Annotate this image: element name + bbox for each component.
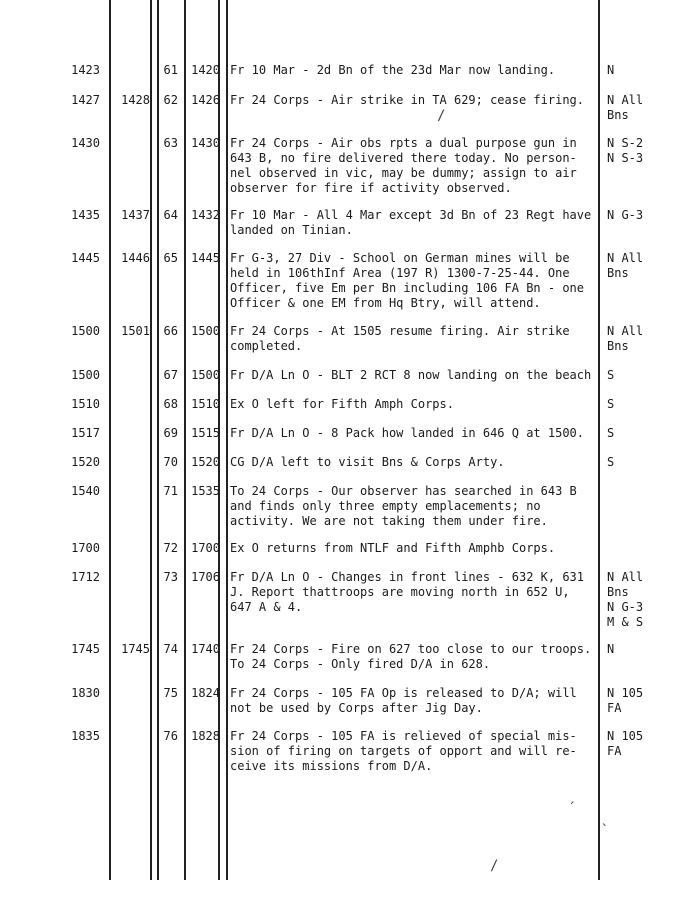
pencil-mark: / bbox=[437, 108, 446, 124]
entry-time-received: 1428 bbox=[121, 93, 150, 107]
entry-distribution: N All Bns bbox=[607, 251, 644, 280]
entry-distribution: S bbox=[607, 397, 615, 411]
entry-text: Fr 10 Mar - All 4 Mar except 3d Bn of 23 Regt have landed on Tinian. bbox=[230, 208, 592, 237]
entry-time: 1700 bbox=[71, 541, 100, 555]
entry-time-message: 1520 bbox=[191, 455, 220, 469]
entry-number: 68 bbox=[163, 397, 178, 411]
entry-text: Fr D/A Ln O - Changes in front lines - 632 K, 631 J. Report thattroops are moving north in 652 U, 647 A & 4. bbox=[230, 570, 585, 614]
entry-number: 71 bbox=[163, 484, 178, 498]
entry-number: 70 bbox=[163, 455, 178, 469]
entry-time-message: 1515 bbox=[191, 426, 220, 440]
entry-time: 1500 bbox=[71, 324, 100, 338]
column-rule bbox=[226, 0, 228, 880]
entry-time-message: 1426 bbox=[191, 93, 220, 107]
entry-distribution: S bbox=[607, 368, 615, 382]
entry-time-received: 1446 bbox=[121, 251, 150, 265]
entry-distribution: N bbox=[607, 63, 615, 77]
entry-time-message: 1445 bbox=[191, 251, 220, 265]
entry-text: Fr 24 Corps - Air obs rpts a dual purpose gun in 643 B, no fire delivered there today. No person- nel observed in vic, may be dummy; assign to air observer for fire if activity observed. bbox=[230, 136, 577, 195]
entry-time: 1445 bbox=[71, 251, 100, 265]
entry-distribution: N bbox=[607, 642, 615, 656]
entry-time-message: 1510 bbox=[191, 397, 220, 411]
entry-time-message: 1535 bbox=[191, 484, 220, 498]
entry-distribution: N 105 FA bbox=[607, 686, 644, 715]
entry-time-message: 1500 bbox=[191, 368, 220, 382]
entry-time-received: 1501 bbox=[121, 324, 150, 338]
entry-distribution: S bbox=[607, 426, 615, 440]
entry-number: 74 bbox=[163, 642, 178, 656]
entry-text: Fr 10 Mar - 2d Bn of the 23d Mar now landing. bbox=[230, 63, 556, 77]
entry-time: 1500 bbox=[71, 368, 100, 382]
entry-number: 67 bbox=[163, 368, 178, 382]
entry-time: 1540 bbox=[71, 484, 100, 498]
entry-distribution: N G-3 bbox=[607, 208, 644, 222]
entry-number: 69 bbox=[163, 426, 178, 440]
pencil-mark: ˎ bbox=[600, 810, 609, 826]
entry-text: Fr 24 Corps - Fire on 627 too close to our troops. To 24 Corps - Only fired D/A in 628. bbox=[230, 642, 592, 671]
entry-time: 1835 bbox=[71, 729, 100, 743]
entry-number: 66 bbox=[163, 324, 178, 338]
entry-time-received: 1745 bbox=[121, 642, 150, 656]
entry-time: 1517 bbox=[71, 426, 100, 440]
pencil-mark: ˏ bbox=[568, 788, 577, 804]
entry-number: 75 bbox=[163, 686, 178, 700]
entry-time: 1430 bbox=[71, 136, 100, 150]
entry-time-message: 1828 bbox=[191, 729, 220, 743]
column-rule bbox=[109, 0, 111, 880]
entry-time: 1423 bbox=[71, 63, 100, 77]
entry-time: 1520 bbox=[71, 455, 100, 469]
entry-number: 65 bbox=[163, 251, 178, 265]
entry-text: Ex O left for Fifth Amph Corps. bbox=[230, 397, 454, 411]
entry-time-message: 1432 bbox=[191, 208, 220, 222]
entry-text: Fr D/A Ln O - BLT 2 RCT 8 now landing on the beach bbox=[230, 368, 592, 382]
entry-text: Fr G-3, 27 Div - School on German mines will be held in 106thInf Area (197 R) 1300-7-25-44. One Officer, five Em per Bn including 106 FA Bn - one Officer & one EM from Hq Btry, will attend. bbox=[230, 251, 585, 310]
entry-distribution: N All Bns N G-3 M & S bbox=[607, 570, 644, 629]
entry-text: Fr 24 Corps - 105 FA Op is released to D/A; will not be used by Corps after Jig Day. bbox=[230, 686, 577, 715]
entry-number: 61 bbox=[163, 63, 178, 77]
entry-distribution: N 105 FA bbox=[607, 729, 644, 758]
entry-number: 62 bbox=[163, 93, 178, 107]
entry-time: 1427 bbox=[71, 93, 100, 107]
entry-distribution: N All Bns bbox=[607, 93, 644, 122]
entry-text: Ex O returns from NTLF and Fifth Amphb Corps. bbox=[230, 541, 556, 555]
entry-number: 63 bbox=[163, 136, 178, 150]
entry-text: CG D/A left to visit Bns & Corps Arty. bbox=[230, 455, 505, 469]
entry-number: 72 bbox=[163, 541, 178, 555]
entry-time: 1510 bbox=[71, 397, 100, 411]
entry-text: To 24 Corps - Our observer has searched in 643 B and finds only three empty emplacements; no activity. We are not taking them under fire. bbox=[230, 484, 577, 528]
entry-time: 1435 bbox=[71, 208, 100, 222]
entry-text: Fr D/A Ln O - 8 Pack how landed in 646 Q at 1500. bbox=[230, 426, 585, 440]
entry-time-message: 1824 bbox=[191, 686, 220, 700]
entry-time-message: 1740 bbox=[191, 642, 220, 656]
entry-time: 1712 bbox=[71, 570, 100, 584]
entry-number: 73 bbox=[163, 570, 178, 584]
pencil-mark: / bbox=[490, 858, 499, 874]
entry-time-message: 1430 bbox=[191, 136, 220, 150]
entry-time: 1745 bbox=[71, 642, 100, 656]
entry-distribution: S bbox=[607, 455, 615, 469]
entry-time: 1830 bbox=[71, 686, 100, 700]
entry-number: 64 bbox=[163, 208, 178, 222]
entry-distribution: N S-2 N S-3 bbox=[607, 136, 644, 165]
entry-time-received: 1437 bbox=[121, 208, 150, 222]
entry-distribution: N All Bns bbox=[607, 324, 644, 353]
entry-time-message: 1706 bbox=[191, 570, 220, 584]
entry-time-message: 1500 bbox=[191, 324, 220, 338]
entry-text: Fr 24 Corps - 105 FA is relieved of special mis- sion of firing on targets of opport and will re- ceive its missions from D/A. bbox=[230, 729, 577, 773]
entry-number: 76 bbox=[163, 729, 178, 743]
entry-time-message: 1700 bbox=[191, 541, 220, 555]
entry-text: Fr 24 Corps - At 1505 resume firing. Air strike completed. bbox=[230, 324, 570, 353]
entry-time-message: 1420 bbox=[191, 63, 220, 77]
entry-text: Fr 24 Corps - Air strike in TA 629; cease firing. bbox=[230, 93, 585, 107]
